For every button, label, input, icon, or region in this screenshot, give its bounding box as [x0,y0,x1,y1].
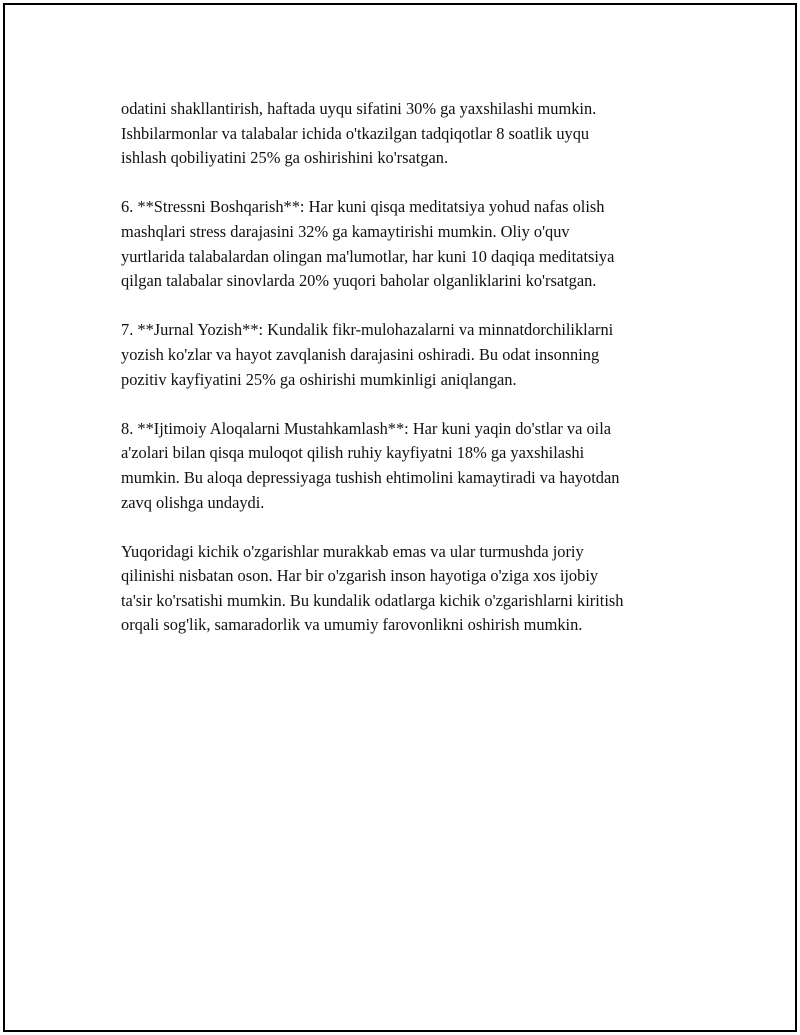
text-line: Ishbilarmonlar va talabalar ichida o'tkazilgan tadqiqotlar 8 soatlik uyqu [121,123,590,143]
text-line: Yuqoridagi kichik o'zgarishlar murakkab emas va ular turmushda joriy [121,541,584,561]
text-line: zavq olishga undaydi. [121,492,265,512]
paragraph-journal-writing [121,318,711,392]
paragraph-conclusion [121,540,711,638]
text-line: 6. **Stressni Boshqarish**: Har kuni qisqa meditatsiya yohud nafas olish [121,197,605,217]
text-line: orqali sog'lik, samaradorlik va umumiy farovonlikni oshirish mumkin. [121,615,583,635]
text-line: 7. **Jurnal Yozish**: Kundalik fikr-mulohazalarni va minnatdorchiliklarni [121,320,614,340]
text-line: ishlash qobiliyatini 25% ga oshirishini ko'rsatgan. [121,148,449,168]
paragraph-sleep-continued [121,97,711,171]
text-line: 8. **Ijtimoiy Aloqalarni Mustahkamlash**: Har kuni yaqin do'stlar va oila [121,418,612,438]
text-line: qilinishi nisbatan oson. Har bir o'zgarish inson hayotiga o'ziga xos ijobiy [121,566,599,586]
text-line: qilgan talabalar sinovlarda 20% yuqori baholar olganliklarini ko'rsatgan. [121,271,597,291]
text-line: ta'sir ko'rsatishi mumkin. Bu kundalik odatlarga kichik o'zgarishlarni kiritish [121,590,624,610]
text-line: a'zolari bilan qisqa muloqot qilish ruhiy kayfiyatni 18% ga yaxshilashi [121,443,585,463]
text-line: yurtlarida talabalardan olingan ma'lumotlar, har kuni 10 daqiqa meditatsiya [121,246,615,266]
text-line: pozitiv kayfiyatini 25% ga oshirishi mumkinligi aniqlangan. [121,369,517,389]
paragraph-stress-management [121,195,711,293]
page-frame [3,3,797,1032]
text-line: yozish ko'zlar va hayot zavqlanish darajasini oshiradi. Bu odat insonning [121,344,600,364]
paragraph-social-connections [121,417,711,515]
text-line: mashqlari stress darajasini 32% ga kamaytirishi mumkin. Oliy o'quv [121,221,570,241]
document-body [121,97,711,663]
text-line: mumkin. Bu aloqa depressiyaga tushish ehtimolini kamaytiradi va hayotdan [121,467,620,487]
text-line: odatini shakllantirish, haftada uyqu sifatini 30% ga yaxshilashi mumkin. [121,99,597,118]
